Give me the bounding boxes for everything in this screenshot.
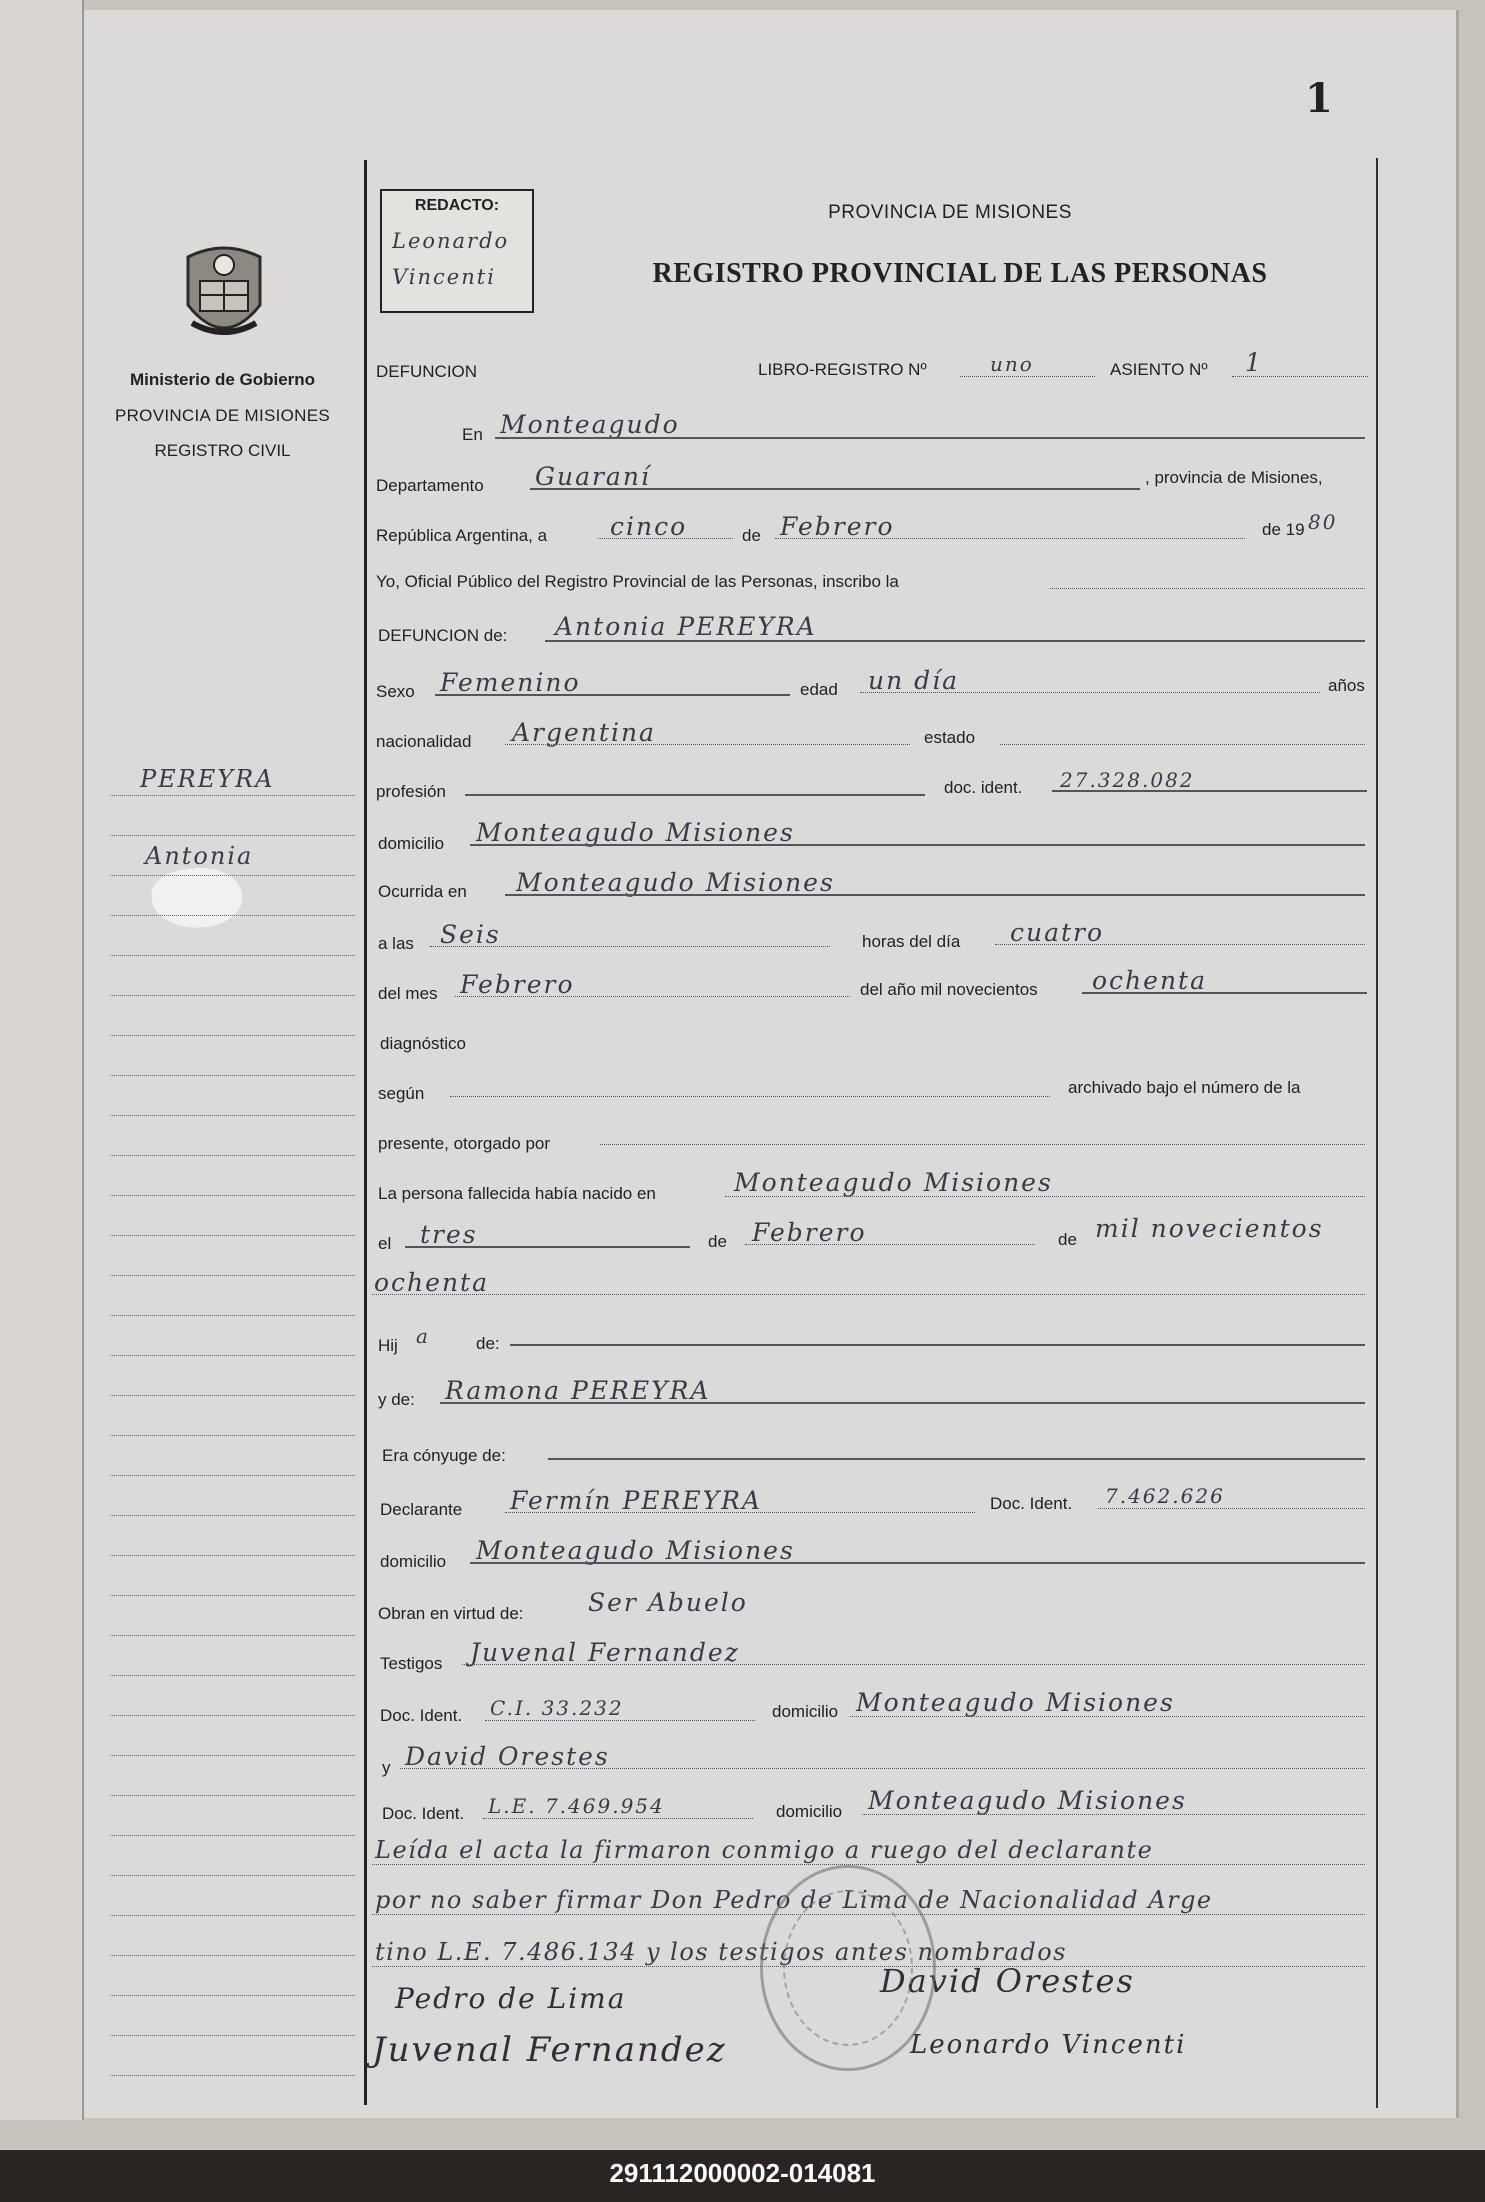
mes2-rule <box>745 1244 1035 1245</box>
margin-rule <box>110 1555 355 1556</box>
doc-ident-label: doc. ident. <box>944 778 1023 797</box>
declarante-label: Declarante <box>380 1500 463 1519</box>
ocurrida-rule <box>505 894 1365 896</box>
margin-given: Antonia <box>145 842 254 870</box>
ministry-civil: REGISTRO CIVIL <box>154 441 291 460</box>
margin-surname: PEREYRA <box>140 765 275 793</box>
estado-label: estado <box>924 728 976 747</box>
margin-rule <box>110 995 355 996</box>
de-label: de <box>742 526 761 545</box>
profesion-rule <box>465 794 925 796</box>
t1-dom-label: domicilio <box>772 1702 839 1721</box>
margin-rule <box>110 955 355 956</box>
margin-rule <box>110 2035 355 2036</box>
margin-rule <box>110 1395 355 1396</box>
el-rule <box>405 1246 690 1248</box>
t1-dom-rule <box>850 1716 1365 1717</box>
ministry-title: Ministerio de Gobierno <box>129 370 316 389</box>
register-page <box>84 10 1459 2118</box>
doc-ident-rule <box>1052 790 1367 792</box>
decl-dom-rule <box>470 1562 1365 1564</box>
redacto-box <box>380 189 534 313</box>
misiones-crest-icon <box>178 243 270 345</box>
mes2-value: Febrero <box>752 1218 867 1247</box>
y-de-rule <box>440 1402 1365 1404</box>
margin-rule <box>110 1595 355 1596</box>
anos-label: años <box>1328 676 1365 695</box>
del-mes-label: del mes <box>378 984 438 1003</box>
sexo-value: Femenino <box>440 668 581 697</box>
redacto-name <box>392 223 509 295</box>
margin-rule <box>110 1235 355 1236</box>
margin-rule <box>110 1635 355 1636</box>
domicilio-label: domicilio <box>378 834 445 853</box>
margin-rule <box>110 1795 355 1796</box>
t2-dom-label: domicilio <box>776 1802 843 1821</box>
del-anio-value: ochenta <box>1092 966 1208 995</box>
page-number: 1 <box>1305 75 1333 122</box>
hij-rule <box>510 1344 1365 1346</box>
provincia-suffix: , provincia de Misiones, <box>1145 468 1323 487</box>
sexo-rule <box>435 694 790 696</box>
dia-value: cinco <box>610 512 688 541</box>
t2-doc-label: Doc. Ident. <box>382 1804 465 1823</box>
margin-rule <box>110 1275 355 1276</box>
ocurrida-value: Monteagudo Misiones <box>516 868 835 897</box>
asiento-label: ASIENTO Nº <box>1110 360 1208 379</box>
margin-rule <box>110 1955 355 1956</box>
domicilio-value: Monteagudo Misiones <box>476 818 795 847</box>
margin-rule <box>110 1835 355 1836</box>
margin-rule <box>110 1115 355 1116</box>
oficial-rule <box>1050 588 1365 589</box>
margin-rule <box>110 1995 355 1996</box>
edad-label: edad <box>800 680 838 699</box>
obran-value: Ser Abuelo <box>588 1588 748 1617</box>
departamento-value: Guaraní <box>535 462 651 491</box>
y-de-value: Ramona PEREYRA <box>445 1376 711 1405</box>
nacionalidad-label: nacionalidad <box>376 732 472 751</box>
sexo-label: Sexo <box>376 682 415 701</box>
libro-rule <box>960 376 1095 377</box>
nacionalidad-value: Argentina <box>512 718 656 747</box>
horas-rule <box>995 944 1365 945</box>
registry-title: REGISTRO PROVINCIAL DE LAS PERSONAS <box>652 258 1268 289</box>
margin-rule <box>110 1435 355 1436</box>
margin-rule <box>110 1755 355 1756</box>
t2-doc-rule <box>483 1818 753 1819</box>
redacto-name-line1: Leonardo <box>392 229 510 253</box>
asiento-rule <box>1232 376 1368 377</box>
obran-label: Obran en virtud de: <box>378 1604 524 1623</box>
doc-ident-value: 27.328.082 <box>1060 768 1195 792</box>
signature-leonardo: Leonardo Vincenti <box>910 2030 1187 2060</box>
edad-value: un día <box>868 666 960 695</box>
de3-label: de <box>1058 1230 1077 1249</box>
redacto-name-line2: Vincenti <box>392 265 496 289</box>
note-line3: tino L.E. 7.486.134 y los testigos antes nombrados <box>375 1938 1067 1966</box>
testigos-value: Juvenal Fernandez <box>470 1638 740 1667</box>
conyuge-rule <box>548 1458 1365 1460</box>
redacto-label: REDACTO: <box>414 197 500 214</box>
nacionalidad-rule <box>505 744 910 745</box>
en-value: Monteagudo <box>500 410 680 439</box>
margin-rule <box>110 1195 355 1196</box>
note-line1: Leída el acta la firmaron conmigo a ruego del declarante <box>375 1836 1154 1864</box>
margin-rule <box>110 1715 355 1716</box>
profesion-label: profesión <box>376 782 446 801</box>
republica-label: República Argentina, a <box>376 526 548 545</box>
declarante-rule <box>505 1512 975 1513</box>
t2-value: David Orestes <box>405 1742 610 1771</box>
conyuge-label: Era cónyuge de: <box>382 1446 506 1465</box>
left-page-edge <box>0 0 84 2120</box>
defuncion-de-label: DEFUNCION de: <box>378 626 508 645</box>
departamento-rule <box>530 488 1140 490</box>
margin-rule <box>110 915 355 916</box>
right-border <box>1376 158 1378 2108</box>
margin-rule <box>110 1315 355 1316</box>
column-divider <box>364 160 367 2105</box>
anio2-value-b: ochenta <box>374 1268 490 1297</box>
decl-doc-label: Doc. Ident. <box>990 1494 1073 1513</box>
departamento-label: Departamento <box>376 476 484 495</box>
presente-rule <box>600 1144 1365 1145</box>
signature-david: David Orestes <box>880 1962 1135 2000</box>
diagnostico-label: diagnóstico <box>380 1034 467 1053</box>
del-anio-rule <box>1082 992 1367 994</box>
decl-dom-label: domicilio <box>380 1552 447 1571</box>
hij-de-label: de: <box>476 1334 500 1353</box>
horas-label: horas del día <box>862 932 961 951</box>
margin-rule <box>110 1875 355 1876</box>
defuncion-de-rule <box>545 640 1365 642</box>
decl-dom-value: Monteagudo Misiones <box>476 1536 795 1565</box>
del-mes-rule <box>455 996 850 997</box>
testigos-rule <box>462 1664 1365 1665</box>
del-mes-value: Febrero <box>460 970 575 999</box>
nacido-value: Monteagudo Misiones <box>734 1168 1053 1197</box>
mes-rule <box>775 538 1245 539</box>
margin-rule <box>110 835 355 836</box>
en-label: En <box>462 425 483 444</box>
margin-rule <box>110 2075 355 2076</box>
libro-label: LIBRO-REGISTRO Nº <box>758 360 927 379</box>
nacido-rule <box>725 1196 1365 1197</box>
el-label: el <box>378 1234 392 1253</box>
margin-rule <box>110 1515 355 1516</box>
dia-rule <box>598 538 733 539</box>
segun-label: según <box>378 1084 425 1103</box>
anio-label: de 19 <box>1262 520 1305 539</box>
y-label: y <box>382 1758 391 1777</box>
margin-rule <box>110 1675 355 1676</box>
edad-rule <box>860 692 1320 693</box>
margin-rule <box>110 1475 355 1476</box>
estado-rule <box>1000 744 1365 745</box>
margin-rule <box>110 1035 355 1036</box>
oficial-text: Yo, Oficial Público del Registro Provincial de las Personas, inscribo la <box>376 572 899 591</box>
declarante-value: Fermín PEREYRA <box>510 1486 762 1515</box>
t2-doc-value: L.E. 7.469.954 <box>488 1794 665 1818</box>
en-rule <box>495 437 1365 439</box>
t2-dom-value: Monteagudo Misiones <box>868 1786 1187 1815</box>
hij-value: a <box>416 1324 430 1348</box>
t1-doc-rule <box>485 1720 755 1721</box>
testigos-label: Testigos <box>380 1654 443 1673</box>
margin-rule <box>110 875 355 876</box>
signature-pedro: Pedro de Lima <box>395 1982 627 2015</box>
note-rule1 <box>372 1864 1365 1865</box>
t1-doc-label: Doc. Ident. <box>380 1706 463 1725</box>
segun-rule <box>450 1096 1050 1097</box>
t1-dom-value: Monteagudo Misiones <box>856 1688 1175 1717</box>
ocurrida-label: Ocurrida en <box>378 882 467 901</box>
decl-doc-rule <box>1098 1508 1365 1509</box>
nacido-label: La persona fallecida había nacido en <box>378 1184 656 1203</box>
t1-doc-value: C.I. 33.232 <box>490 1696 624 1720</box>
domicilio-rule <box>470 844 1365 846</box>
signature-juvenal: Juvenal Fernandez <box>372 2030 727 2070</box>
margin-rule <box>110 1355 355 1356</box>
margin-rule <box>110 1915 355 1916</box>
hij-label: Hij <box>378 1336 398 1355</box>
a-las-label: a las <box>378 934 414 953</box>
presente-label: presente, otorgado por <box>378 1134 551 1153</box>
libro-value: uno <box>990 352 1034 376</box>
ministry-province: PROVINCIA DE MISIONES <box>114 406 331 425</box>
document-id: 291112000002-014081 <box>609 2158 876 2188</box>
t2-dom-rule <box>862 1814 1365 1815</box>
t2-rule <box>400 1768 1365 1769</box>
margin-rule <box>110 1075 355 1076</box>
anio-value: 80 <box>1308 510 1338 534</box>
archivado-label: archivado bajo el número de la <box>1068 1078 1301 1097</box>
anio2-rule <box>372 1294 1365 1295</box>
margin-rule <box>110 1155 355 1156</box>
province-header: PROVINCIA DE MISIONES <box>828 202 1072 223</box>
a-las-value: Seis <box>440 920 501 949</box>
mes-value: Febrero <box>780 512 895 541</box>
decl-doc-value: 7.462.626 <box>1105 1484 1225 1508</box>
record-type-label: DEFUNCION <box>376 362 478 381</box>
el-value: tres <box>420 1220 478 1249</box>
margin-rule <box>110 795 355 796</box>
a-las-rule <box>430 946 830 947</box>
defuncion-de-value: Antonia PEREYRA <box>555 612 817 641</box>
y-de-label: y de: <box>378 1390 415 1409</box>
official-seal-stamp <box>760 1865 936 2071</box>
del-anio-label: del año mil novecientos <box>860 980 1038 999</box>
note-line2: por no saber firmar Don Pedro de Lima de Nacionalidad Arge <box>375 1886 1213 1914</box>
horas-value: cuatro <box>1010 918 1105 947</box>
anio2-value-a: mil novecientos <box>1095 1214 1324 1243</box>
asiento-value: 1 <box>1245 348 1263 377</box>
de2-label: de <box>708 1232 727 1251</box>
